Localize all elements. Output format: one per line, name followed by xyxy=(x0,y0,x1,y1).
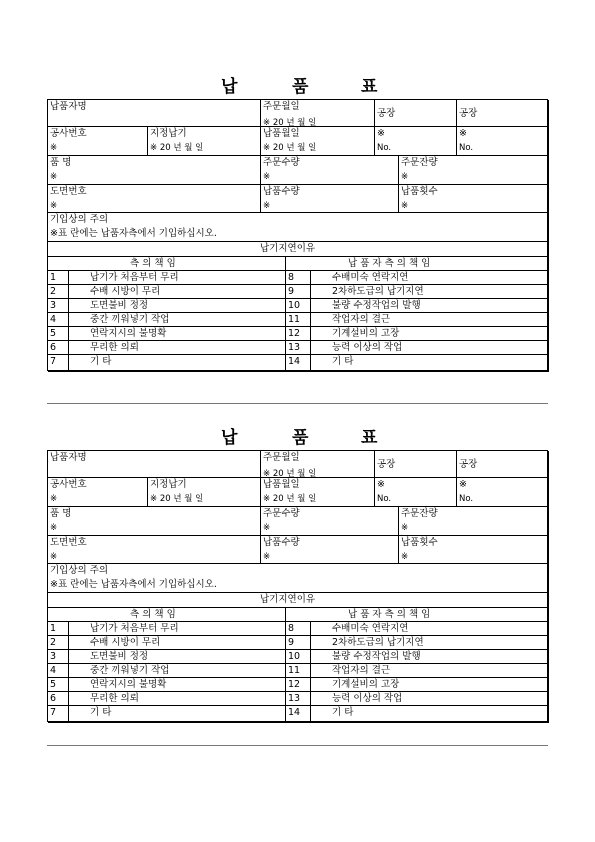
delivery-qty-cell[interactable] xyxy=(261,536,399,564)
delay-reason-header xyxy=(48,242,547,257)
no-mark: ※ xyxy=(377,479,385,490)
designated-date-cell[interactable] xyxy=(148,478,261,507)
item-name-label: 품 명 xyxy=(50,157,72,168)
buyer-responsibility-header: 측 의 책 임 xyxy=(130,609,176,620)
delivery-count-cell[interactable] xyxy=(399,185,547,213)
list-item[interactable] xyxy=(48,664,547,678)
item-number: 9 xyxy=(288,286,295,297)
supplier-responsibility-header: 납 품 자 측 의 책 임 xyxy=(348,258,431,269)
item-number: 13 xyxy=(288,693,301,704)
construction-no-label: 공사번호 xyxy=(50,128,87,139)
drawing-no-value: ※ xyxy=(50,201,58,211)
notes-body: ※표 란에는 납품자측에서 기입하십시오. xyxy=(50,579,217,590)
item-text: 작업자의 결근 xyxy=(332,665,391,676)
item-number: 5 xyxy=(50,328,57,339)
notes-body: ※표 란에는 납품자측에서 기입하십시오. xyxy=(50,228,217,239)
item-number: 12 xyxy=(288,679,301,690)
order-date-value: ※ 20 년 월 일 xyxy=(263,469,317,478)
item-text: 중간 끼워넣기 작업 xyxy=(90,665,170,676)
delivery-date-cell[interactable] xyxy=(261,478,375,507)
delay-reason-label: 납기지연이유 xyxy=(260,594,316,605)
order-date-value: ※ 20 년 월 일 xyxy=(263,118,317,127)
factory-label: 공장 xyxy=(377,108,396,119)
title-char: 표 xyxy=(361,428,378,448)
list-item[interactable] xyxy=(48,622,547,636)
item-number: 11 xyxy=(288,665,301,676)
supplier-name-cell[interactable] xyxy=(48,100,261,127)
factory-cell-b[interactable] xyxy=(457,100,547,127)
item-number: 10 xyxy=(288,651,301,662)
delivery-date-cell[interactable] xyxy=(261,127,375,156)
item-name-value: ※ xyxy=(50,172,58,182)
item-text: 수배 시방이 무리 xyxy=(90,637,161,648)
order-date-label: 주문월일 xyxy=(263,452,300,463)
order-qty-label: 주문수량 xyxy=(263,157,300,168)
delay-reason-label: 납기지연이유 xyxy=(260,243,316,254)
item-name-cell[interactable] xyxy=(48,507,261,536)
delivery-qty-label: 납품수량 xyxy=(263,186,300,197)
factory-cell-a[interactable] xyxy=(375,451,457,478)
item-text: 납기가 처음부터 무리 xyxy=(90,623,179,634)
item-name-label: 품 명 xyxy=(50,508,72,519)
no-mark: ※ xyxy=(377,128,385,139)
delivery-count-cell[interactable] xyxy=(399,536,547,564)
item-number: 3 xyxy=(50,651,57,662)
designated-date-label: 지정납기 xyxy=(150,128,187,139)
item-text: 기 타 xyxy=(332,356,354,367)
title-char: 표 xyxy=(361,77,378,97)
title-char: 납 xyxy=(221,428,238,448)
delivery-date-label: 납품월일 xyxy=(263,128,300,139)
item-text: 기 타 xyxy=(332,707,354,718)
delivery-date-value: ※ 20 년 월 일 xyxy=(263,143,317,153)
item-number: 4 xyxy=(50,314,57,325)
item-number: 7 xyxy=(50,356,57,367)
item-text: 능력 이상의 작업 xyxy=(332,693,403,704)
item-text: 수배미숙 연락지연 xyxy=(332,272,409,283)
form-table xyxy=(47,450,548,722)
responsibility-header-row xyxy=(48,608,547,622)
order-remaining-cell[interactable] xyxy=(399,156,547,185)
title-char: 납 xyxy=(221,77,238,97)
item-text: 도면불비 정정 xyxy=(90,300,149,311)
order-remaining-value: ※ xyxy=(401,172,409,182)
item-text: 연락지시의 불명확 xyxy=(90,328,167,339)
supplier-name-label: 납품자명 xyxy=(50,452,87,463)
factory-label: 공장 xyxy=(377,459,396,470)
item-text: 무리한 의뢰 xyxy=(90,342,139,353)
item-number: 14 xyxy=(288,707,301,718)
notes-box xyxy=(48,213,547,242)
item-name-value: ※ xyxy=(50,523,58,533)
drawing-no-cell[interactable] xyxy=(48,536,261,564)
column-divider xyxy=(285,257,286,370)
item-number: 12 xyxy=(288,328,301,339)
construction-no-value: ※ xyxy=(50,494,58,504)
factory-label: 공장 xyxy=(459,108,478,119)
item-number: 5 xyxy=(50,679,57,690)
item-text: 납기가 처음부터 무리 xyxy=(90,272,179,283)
item-number: 14 xyxy=(288,356,301,367)
item-number: 8 xyxy=(288,623,295,634)
responsibility-header-row xyxy=(48,257,547,271)
delivery-qty-value: ※ xyxy=(263,552,271,562)
drawing-no-cell[interactable] xyxy=(48,185,261,213)
item-number: 10 xyxy=(288,300,301,311)
order-date-cell[interactable] xyxy=(261,100,375,127)
factory-cell-a[interactable] xyxy=(375,100,457,127)
order-remaining-value: ※ xyxy=(401,523,409,533)
delivery-date-label: 납품월일 xyxy=(263,479,300,490)
item-text: 수배 시방이 무리 xyxy=(90,286,161,297)
no-cell-b[interactable] xyxy=(457,127,547,156)
title-char: 품 xyxy=(292,428,309,448)
supplier-name-cell[interactable] xyxy=(48,451,261,478)
designated-date-value: ※ 20 년 월 일 xyxy=(150,494,204,504)
column-divider xyxy=(310,271,311,370)
construction-no-cell[interactable] xyxy=(48,127,148,156)
item-text: 능력 이상의 작업 xyxy=(332,342,403,353)
notes-box xyxy=(48,564,547,593)
item-number: 7 xyxy=(50,707,57,718)
item-text: 불량 수정작업의 발행 xyxy=(332,651,421,662)
list-item[interactable] xyxy=(48,650,547,664)
column-divider xyxy=(285,608,286,721)
order-qty-value: ※ xyxy=(263,523,271,533)
order-date-cell[interactable] xyxy=(261,451,375,478)
order-remaining-cell[interactable] xyxy=(399,507,547,536)
item-text: 무리한 의뢰 xyxy=(90,693,139,704)
form-table xyxy=(47,99,548,371)
column-divider xyxy=(310,622,311,721)
list-item[interactable] xyxy=(48,706,547,720)
list-item[interactable] xyxy=(48,313,547,327)
item-number: 9 xyxy=(288,637,295,648)
list-item[interactable] xyxy=(48,355,547,369)
cut-line xyxy=(47,403,548,404)
construction-no-label: 공사번호 xyxy=(50,479,87,490)
no-label: No. xyxy=(377,494,392,504)
delivery-qty-label: 납품수량 xyxy=(263,537,300,548)
order-qty-cell[interactable] xyxy=(261,507,399,536)
list-item[interactable] xyxy=(48,285,547,299)
supplier-responsibility-header: 납 품 자 측 의 책 임 xyxy=(348,609,431,620)
delivery-count-value: ※ xyxy=(401,201,409,211)
delivery-qty-value: ※ xyxy=(263,201,271,211)
form-title xyxy=(47,70,548,97)
designated-date-cell[interactable] xyxy=(148,127,261,156)
item-text: 중간 끼워넣기 작업 xyxy=(90,314,170,325)
order-qty-value: ※ xyxy=(263,172,271,182)
list-item[interactable] xyxy=(48,678,547,692)
item-text: 2차하도급의 납기지연 xyxy=(332,286,424,297)
construction-no-value: ※ xyxy=(50,143,58,153)
item-number: 1 xyxy=(50,272,57,283)
column-divider xyxy=(68,271,69,370)
item-number: 4 xyxy=(50,665,57,676)
item-text: 도면불비 정정 xyxy=(90,651,149,662)
notes-heading: 기입상의 주의 xyxy=(50,214,109,225)
column-divider xyxy=(68,622,69,721)
drawing-no-value: ※ xyxy=(50,552,58,562)
delivery-qty-cell[interactable] xyxy=(261,185,399,213)
construction-no-cell[interactable] xyxy=(48,478,148,507)
notes-heading: 기입상의 주의 xyxy=(50,565,109,576)
order-remaining-label: 주문잔량 xyxy=(401,157,438,168)
item-number: 2 xyxy=(50,637,57,648)
item-number: 6 xyxy=(50,693,57,704)
delivery-count-label: 납품횟수 xyxy=(401,537,438,548)
delivery-count-label: 납품횟수 xyxy=(401,186,438,197)
no-label: No. xyxy=(459,494,474,504)
item-text: 작업자의 결근 xyxy=(332,314,391,325)
delivery-date-value: ※ 20 년 월 일 xyxy=(263,494,317,504)
item-text: 수배미숙 연락지연 xyxy=(332,623,409,634)
form-title xyxy=(47,421,548,448)
drawing-no-label: 도면번호 xyxy=(50,186,87,197)
delay-reason-header xyxy=(48,593,547,608)
order-remaining-label: 주문잔량 xyxy=(401,508,438,519)
item-number: 11 xyxy=(288,314,301,325)
supplier-name-label: 납품자명 xyxy=(50,101,87,112)
item-text: 2차하도급의 납기지연 xyxy=(332,637,424,648)
item-number: 6 xyxy=(50,342,57,353)
delivery-count-value: ※ xyxy=(401,552,409,562)
list-item[interactable] xyxy=(48,271,547,285)
item-number: 2 xyxy=(50,286,57,297)
no-label: No. xyxy=(459,143,474,153)
no-mark: ※ xyxy=(459,479,467,490)
list-item[interactable] xyxy=(48,299,547,313)
item-text: 불량 수정작업의 발행 xyxy=(332,300,421,311)
item-number: 13 xyxy=(288,342,301,353)
item-text: 기계설비의 고장 xyxy=(332,679,400,690)
drawing-no-label: 도면번호 xyxy=(50,537,87,548)
order-qty-label: 주문수량 xyxy=(263,508,300,519)
item-text: 기 타 xyxy=(90,356,112,367)
item-number: 8 xyxy=(288,272,295,283)
item-number: 3 xyxy=(50,300,57,311)
item-text: 기 타 xyxy=(90,707,112,718)
factory-cell-b[interactable] xyxy=(457,451,547,478)
factory-label: 공장 xyxy=(459,459,478,470)
list-item[interactable] xyxy=(48,327,547,341)
cut-line xyxy=(47,745,548,746)
order-qty-cell[interactable] xyxy=(261,156,399,185)
buyer-responsibility-header: 측 의 책 임 xyxy=(130,258,176,269)
item-name-cell[interactable] xyxy=(48,156,261,185)
list-item[interactable] xyxy=(48,341,547,355)
list-item[interactable] xyxy=(48,692,547,706)
no-cell-a[interactable] xyxy=(375,478,457,507)
list-item[interactable] xyxy=(48,636,547,650)
designated-date-label: 지정납기 xyxy=(150,479,187,490)
no-cell-b[interactable] xyxy=(457,478,547,507)
no-label: No. xyxy=(377,143,392,153)
order-date-label: 주문월일 xyxy=(263,101,300,112)
no-mark: ※ xyxy=(459,128,467,139)
item-number: 1 xyxy=(50,623,57,634)
designated-date-value: ※ 20 년 월 일 xyxy=(150,143,204,153)
title-char: 품 xyxy=(292,77,309,97)
no-cell-a[interactable] xyxy=(375,127,457,156)
item-text: 연락지시의 불명확 xyxy=(90,679,167,690)
item-text: 기계설비의 고장 xyxy=(332,328,400,339)
